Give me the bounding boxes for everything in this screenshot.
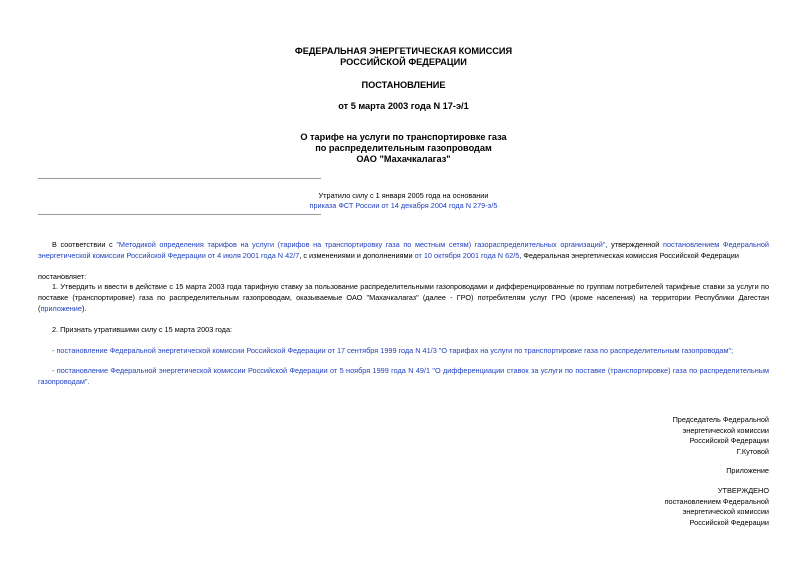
repealed-resolution-41-3-link[interactable]: - постановление Федеральной энергетической комиссии Российской Федерации от 17 сентября 1999 года N 41/3 "О тарифах на услуги по транспортировке газа по распределительным газопроводам"; [52,345,734,355]
resolution-62-5-link[interactable]: от 10 октября 2001 года N 62/5 [414,250,520,260]
signature-line3: Российской Федерации [689,436,769,446]
appendix-label: Приложение [726,466,769,475]
status-line: Утратило силу с 1 января 2005 года на основании [318,191,489,200]
paragraph-item-2: 2. Признать утратившими силу с 15 марта 2003 года: [52,324,233,334]
status-note [0,191,807,211]
approval-block [665,486,769,528]
repealed-resolution-49-1-link[interactable]: - постановление Федеральной энергетической комиссии Российской Федерации от 5 ноября 1999 года N 49/1 "О дифференциации ставок за услуги по поставке (транспортировке) газа по распределительным газопроводам". [38,366,769,387]
appendix-link[interactable]: приложение [40,303,82,313]
repeal-order-link[interactable]: приказа ФСТ России от 14 декабря 2004 года N 279-э/5 [309,201,498,210]
commission-name-line1: ФЕДЕРАЛЬНАЯ ЭНЕРГЕТИЧЕСКАЯ КОМИССИЯ [294,46,513,56]
title-line1: О тарифе на услуги по транспортировке газа [300,132,507,142]
paragraph-item-1: 1. Утвердить и ввести в действие с 15 марта 2003 года тарифную ставку за пользование распределительными газопроводами и дифференцированные по группам потребителей тарифные ставки за услуги по поставке (транспортировке) газа по распределительным газопроводам, оказываемые ОАО "Махачкалагаз" (далее - ГРО) потребителям услуг ГРО (кроме населения) на территории Республики Дагестан (приложение). [38,282,769,313]
document-date-number: от 5 марта 2003 года N 17-э/1 [338,101,469,111]
approval-line4: Российской Федерации [689,517,769,527]
document-type: ПОСТАНОВЛЕНИЕ [361,80,446,90]
signature-line2: энергетической комиссии [682,425,769,435]
divider-bottom [38,214,321,215]
commission-name [0,46,807,68]
resolution-42-7-link[interactable]: постановлением Федеральной энергетической комиссии Российской Федерации от 4 июля 2001 года N 42/7 [38,240,770,260]
paragraph-resolves: постановляет: [38,271,87,281]
paragraph-basis: В соответствии с "Методикой определения тарифов на услуги (тарифов на транспортировку газа по местным сетям) газораспределительных организаций", утвержденной постановлением Федеральной энергетической комиссии Российской Федерации от 4 июля 2001 года N 42/7, с изменениями и дополнениями от 10 октября 2001 года N 62/5, Федеральная энергетическая комиссия Российской Федерации [38,240,770,260]
divider-top [38,178,321,179]
document-body [38,240,769,388]
signatory-name: Г.Кутовой [736,446,769,456]
signature-line1: Председатель Федеральной [672,415,769,424]
approval-line3: энергетической комиссии [682,507,769,517]
title-line3: ОАО "Махачкалагаз" [356,154,451,164]
signature-block [673,415,769,457]
methodology-link[interactable]: "Методикой определения тарифов на услуги (тарифов на транспортировку газа по местным сетям) газораспределительных организаций" [116,240,606,249]
document-title [0,132,807,165]
approval-line1: УТВЕРЖДЕНО [717,486,769,495]
title-line2: по распределительным газопроводам [315,143,492,153]
approval-line2: постановлением Федеральной [664,496,769,506]
commission-name-line2: РОССИЙСКОЙ ФЕДЕРАЦИИ [340,57,467,67]
